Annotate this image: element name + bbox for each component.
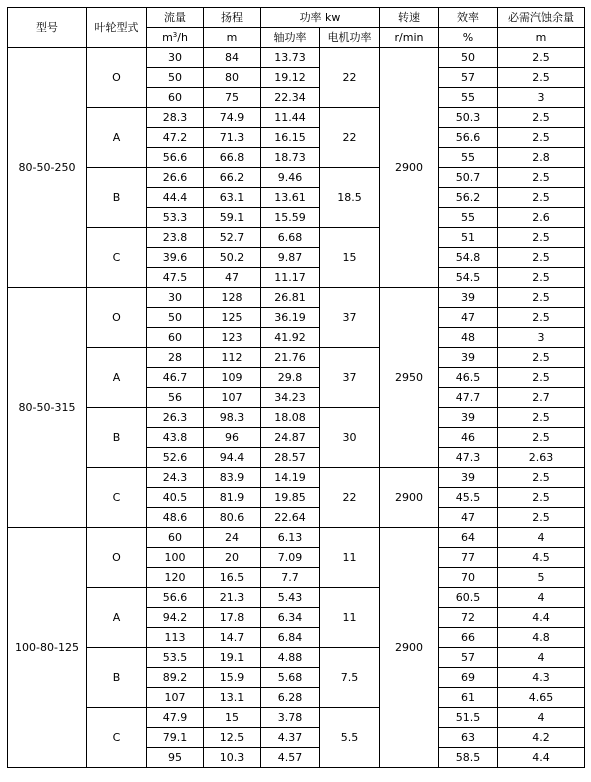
table-row [8,468,585,488]
flow-cell: 52.6 [147,448,204,468]
flow-unit-tail: /h [177,31,188,44]
npsh-cell: 4.65 [498,688,585,708]
pump-performance-table [7,7,585,768]
head-cell: 74.9 [204,108,261,128]
efficiency-cell: 61 [439,688,498,708]
flow-cell: 26.3 [147,408,204,428]
shaft-power-cell: 7.09 [261,548,320,568]
motor-power-cell: 11 [320,588,380,648]
efficiency-cell: 55 [439,148,498,168]
flow-cell: 95 [147,748,204,768]
npsh-cell: 2.5 [498,108,585,128]
head-cell: 107 [204,388,261,408]
efficiency-cell: 58.5 [439,748,498,768]
header-head-unit: m [204,28,261,48]
npsh-cell: 2.7 [498,388,585,408]
efficiency-cell: 46 [439,428,498,448]
impeller-type-cell: O [87,288,147,348]
shaft-power-cell: 14.19 [261,468,320,488]
efficiency-cell: 57 [439,68,498,88]
header-speed: 转速 [380,8,439,28]
head-cell: 16.5 [204,568,261,588]
head-cell: 66.2 [204,168,261,188]
flow-cell: 60 [147,88,204,108]
npsh-cell: 2.5 [498,48,585,68]
shaft-power-cell: 6.28 [261,688,320,708]
npsh-cell: 3 [498,328,585,348]
flow-cell: 113 [147,628,204,648]
shaft-power-cell: 19.85 [261,488,320,508]
flow-cell: 56.6 [147,588,204,608]
motor-power-cell: 7.5 [320,648,380,708]
head-cell: 125 [204,308,261,328]
table-row [8,288,585,308]
efficiency-cell: 47 [439,508,498,528]
motor-power-cell: 5.5 [320,708,380,768]
flow-cell: 40.5 [147,488,204,508]
npsh-cell: 4.4 [498,608,585,628]
npsh-cell: 4.3 [498,668,585,688]
shaft-power-cell: 22.64 [261,508,320,528]
npsh-cell: 2.5 [498,368,585,388]
shaft-power-cell: 36.19 [261,308,320,328]
npsh-cell: 4 [498,648,585,668]
table-row [8,528,585,548]
shaft-power-cell: 29.8 [261,368,320,388]
shaft-power-cell: 18.08 [261,408,320,428]
impeller-type-cell: O [87,528,147,588]
npsh-cell: 4.4 [498,748,585,768]
efficiency-cell: 47 [439,308,498,328]
table-row [8,228,585,248]
shaft-power-cell: 4.57 [261,748,320,768]
table-row [8,348,585,368]
head-cell: 50.2 [204,248,261,268]
efficiency-cell: 39 [439,468,498,488]
npsh-cell: 2.5 [498,488,585,508]
head-cell: 47 [204,268,261,288]
efficiency-cell: 77 [439,548,498,568]
efficiency-cell: 63 [439,728,498,748]
npsh-cell: 2.5 [498,408,585,428]
npsh-cell: 4 [498,708,585,728]
shaft-power-cell: 13.61 [261,188,320,208]
header-flow: 流量 [147,8,204,28]
header-efficiency: 效率 [439,8,498,28]
motor-power-cell: 37 [320,348,380,408]
efficiency-cell: 45.5 [439,488,498,508]
table-row [8,588,585,608]
header-npsh-unit: m [498,28,585,48]
table-row [8,708,585,728]
model-cell: 80-50-250 [8,48,87,288]
efficiency-cell: 39 [439,288,498,308]
npsh-cell: 2.8 [498,148,585,168]
npsh-cell: 2.5 [498,308,585,328]
npsh-cell: 2.5 [498,348,585,368]
table-row [8,48,585,68]
npsh-cell: 2.5 [498,268,585,288]
shaft-power-cell: 28.57 [261,448,320,468]
flow-cell: 28 [147,348,204,368]
head-cell: 15 [204,708,261,728]
efficiency-cell: 55 [439,88,498,108]
npsh-cell: 3 [498,88,585,108]
flow-cell: 43.8 [147,428,204,448]
impeller-type-cell: A [87,588,147,648]
head-cell: 98.3 [204,408,261,428]
flow-cell: 28.3 [147,108,204,128]
shaft-power-cell: 18.73 [261,148,320,168]
npsh-cell: 2.5 [498,168,585,188]
shaft-power-cell: 9.46 [261,168,320,188]
head-cell: 109 [204,368,261,388]
npsh-cell: 4.5 [498,548,585,568]
head-cell: 96 [204,428,261,448]
npsh-cell: 2.5 [498,228,585,248]
flow-cell: 56.6 [147,148,204,168]
npsh-cell: 2.5 [498,248,585,268]
shaft-power-cell: 11.44 [261,108,320,128]
flow-unit-sup: 3 [172,31,178,39]
flow-cell: 120 [147,568,204,588]
motor-power-cell: 18.5 [320,168,380,228]
flow-cell: 53.5 [147,648,204,668]
header-flow-unit [147,28,204,48]
flow-cell: 94.2 [147,608,204,628]
flow-cell: 100 [147,548,204,568]
motor-power-cell: 30 [320,408,380,468]
motor-power-cell: 11 [320,528,380,588]
impeller-type-cell: C [87,468,147,528]
efficiency-cell: 72 [439,608,498,628]
efficiency-cell: 69 [439,668,498,688]
shaft-power-cell: 19.12 [261,68,320,88]
flow-cell: 44.4 [147,188,204,208]
flow-cell: 47.5 [147,268,204,288]
impeller-type-cell: C [87,708,147,768]
head-cell: 71.3 [204,128,261,148]
head-cell: 20 [204,548,261,568]
head-cell: 66.8 [204,148,261,168]
shaft-power-cell: 41.92 [261,328,320,348]
flow-cell: 60 [147,528,204,548]
head-cell: 123 [204,328,261,348]
flow-cell: 53.3 [147,208,204,228]
npsh-cell: 2.5 [498,428,585,448]
efficiency-cell: 50.7 [439,168,498,188]
shaft-power-cell: 6.13 [261,528,320,548]
flow-cell: 30 [147,48,204,68]
head-cell: 75 [204,88,261,108]
head-cell: 21.3 [204,588,261,608]
head-cell: 63.1 [204,188,261,208]
flow-cell: 24.3 [147,468,204,488]
flow-cell: 56 [147,388,204,408]
head-cell: 15.9 [204,668,261,688]
head-cell: 13.1 [204,688,261,708]
efficiency-cell: 39 [439,348,498,368]
head-cell: 80.6 [204,508,261,528]
shaft-power-cell: 9.87 [261,248,320,268]
head-cell: 17.8 [204,608,261,628]
efficiency-cell: 60.5 [439,588,498,608]
motor-power-cell: 22 [320,48,380,108]
head-cell: 112 [204,348,261,368]
npsh-cell: 4.8 [498,628,585,648]
header-model: 型号 [8,8,87,48]
flow-cell: 30 [147,288,204,308]
flow-cell: 107 [147,688,204,708]
flow-cell: 47.2 [147,128,204,148]
impeller-type-cell: A [87,108,147,168]
efficiency-cell: 48 [439,328,498,348]
shaft-power-cell: 4.88 [261,648,320,668]
shaft-power-cell: 6.34 [261,608,320,628]
table-row [8,648,585,668]
header-efficiency-unit: % [439,28,498,48]
head-cell: 10.3 [204,748,261,768]
efficiency-cell: 64 [439,528,498,548]
header-shaft-power: 轴功率 [261,28,320,48]
table-row [8,408,585,428]
head-cell: 19.1 [204,648,261,668]
impeller-type-cell: A [87,348,147,408]
motor-power-cell: 37 [320,288,380,348]
shaft-power-cell: 5.68 [261,668,320,688]
npsh-cell: 2.5 [498,508,585,528]
head-cell: 24 [204,528,261,548]
efficiency-cell: 50 [439,48,498,68]
shaft-power-cell: 6.68 [261,228,320,248]
head-cell: 128 [204,288,261,308]
impeller-type-cell: B [87,408,147,468]
table-row [8,108,585,128]
efficiency-cell: 70 [439,568,498,588]
shaft-power-cell: 6.84 [261,628,320,648]
npsh-cell: 2.5 [498,468,585,488]
npsh-cell: 2.5 [498,288,585,308]
shaft-power-cell: 22.34 [261,88,320,108]
flow-cell: 47.9 [147,708,204,728]
efficiency-cell: 57 [439,648,498,668]
efficiency-cell: 39 [439,408,498,428]
table-header [8,8,585,48]
head-cell: 14.7 [204,628,261,648]
shaft-power-cell: 4.37 [261,728,320,748]
efficiency-cell: 47.3 [439,448,498,468]
flow-cell: 50 [147,68,204,88]
header-head: 扬程 [204,8,261,28]
impeller-type-cell: B [87,648,147,708]
shaft-power-cell: 5.43 [261,588,320,608]
npsh-cell: 2.5 [498,68,585,88]
shaft-power-cell: 11.17 [261,268,320,288]
efficiency-cell: 56.6 [439,128,498,148]
head-cell: 83.9 [204,468,261,488]
efficiency-cell: 50.3 [439,108,498,128]
efficiency-cell: 56.2 [439,188,498,208]
impeller-type-cell: C [87,228,147,288]
flow-cell: 39.6 [147,248,204,268]
header-impeller: 叶轮型式 [87,8,147,48]
head-cell: 12.5 [204,728,261,748]
npsh-cell: 2.5 [498,128,585,148]
motor-power-cell: 22 [320,468,380,528]
header-npsh: 必需汽蚀余量 [498,8,585,28]
efficiency-cell: 66 [439,628,498,648]
shaft-power-cell: 16.15 [261,128,320,148]
shaft-power-cell: 26.81 [261,288,320,308]
efficiency-cell: 51 [439,228,498,248]
table-body [8,48,585,768]
header-motor-power: 电机功率 [320,28,380,48]
impeller-type-cell: O [87,48,147,108]
npsh-cell: 2.63 [498,448,585,468]
head-cell: 52.7 [204,228,261,248]
header-speed-unit: r/min [380,28,439,48]
flow-cell: 46.7 [147,368,204,388]
flow-cell: 79.1 [147,728,204,748]
speed-cell: 2900 [380,48,439,288]
header-power: 功率 kw [261,8,380,28]
flow-cell: 50 [147,308,204,328]
speed-cell: 2950 [380,288,439,468]
npsh-cell: 4 [498,588,585,608]
head-cell: 94.4 [204,448,261,468]
npsh-cell: 2.6 [498,208,585,228]
flow-cell: 60 [147,328,204,348]
shaft-power-cell: 34.23 [261,388,320,408]
efficiency-cell: 54.5 [439,268,498,288]
model-cell: 100-80-125 [8,528,87,768]
flow-cell: 26.6 [147,168,204,188]
efficiency-cell: 47.7 [439,388,498,408]
shaft-power-cell: 21.76 [261,348,320,368]
npsh-cell: 4.2 [498,728,585,748]
head-cell: 84 [204,48,261,68]
shaft-power-cell: 15.59 [261,208,320,228]
shaft-power-cell: 3.78 [261,708,320,728]
shaft-power-cell: 7.7 [261,568,320,588]
flow-cell: 23.8 [147,228,204,248]
shaft-power-cell: 13.73 [261,48,320,68]
head-cell: 80 [204,68,261,88]
flow-cell: 48.6 [147,508,204,528]
npsh-cell: 4 [498,528,585,548]
flow-unit-base: m [162,31,173,44]
table-row [8,168,585,188]
speed-cell: 2900 [380,468,439,528]
motor-power-cell: 15 [320,228,380,288]
efficiency-cell: 51.5 [439,708,498,728]
efficiency-cell: 46.5 [439,368,498,388]
head-cell: 59.1 [204,208,261,228]
efficiency-cell: 54.8 [439,248,498,268]
speed-cell: 2900 [380,528,439,768]
impeller-type-cell: B [87,168,147,228]
npsh-cell: 2.5 [498,188,585,208]
head-cell: 81.9 [204,488,261,508]
shaft-power-cell: 24.87 [261,428,320,448]
flow-cell: 89.2 [147,668,204,688]
model-cell: 80-50-315 [8,288,87,528]
npsh-cell: 5 [498,568,585,588]
efficiency-cell: 55 [439,208,498,228]
motor-power-cell: 22 [320,108,380,168]
